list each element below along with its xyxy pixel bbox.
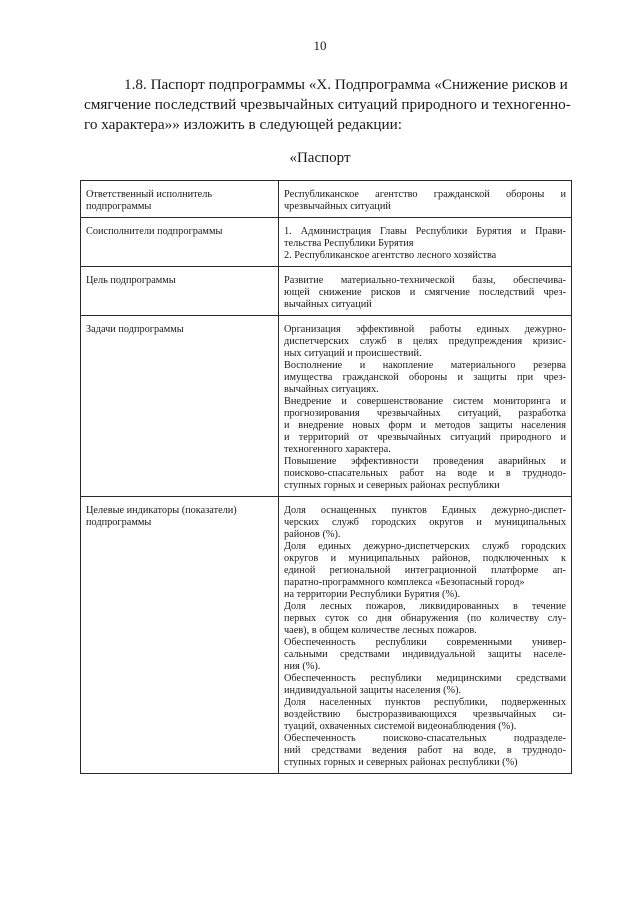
row-label-line: подпрограммы — [86, 201, 152, 212]
row-content-line: и внедрение новых форм и методов защиты населения — [284, 420, 566, 431]
row-content-line: воздействию быстроразвивающихся чрезвычайных си- — [284, 709, 566, 720]
row-content-line: Развитие материально-технической базы, обеспечива- — [284, 275, 566, 286]
row-content-line: Организация эффективной работы единых дежурно- — [284, 324, 566, 335]
row-content-line: Восполнение и накопление материального резерва — [284, 360, 566, 371]
tasks-row — [81, 316, 572, 497]
row-label-cell — [81, 497, 279, 774]
row-label-line: Соисполнители подпрограммы — [86, 226, 223, 237]
intro-paragraph — [84, 75, 571, 135]
row-label-line: Ответственный исполнитель — [86, 189, 213, 200]
row-content-line: ний средствами ведения работ на воде, в труднодо- — [284, 745, 566, 756]
row-content-cell — [279, 218, 572, 267]
row-content-line: ния (%). — [284, 661, 321, 672]
row-content-cell — [279, 316, 572, 497]
page-number: 10 — [313, 38, 327, 53]
passport-title: «Паспорт — [289, 150, 351, 166]
row-content-line: индивидуальной защиты населения (%). — [284, 685, 462, 696]
row-content-line: Республиканское агентство гражданской обороны и — [284, 189, 566, 200]
row-content-line: Доля населенных пунктов республики, подверженных — [284, 697, 566, 708]
intro-line: 1.8. Паспорт подпрограммы «X. Подпрограмма «Снижение рисков и — [124, 76, 568, 93]
responsible-executor-row — [81, 181, 572, 218]
row-content-line: чаев), в общем количестве лесных пожаров. — [284, 625, 477, 636]
row-label-line: Целевые индикаторы (показатели) — [86, 505, 237, 516]
row-content-cell — [279, 497, 572, 774]
row-content-line: техногенного характера. — [284, 444, 391, 455]
target-indicators-row — [81, 497, 572, 774]
passport-table — [80, 180, 572, 774]
row-content-line: паратно-программного комплекса «Безопасный город» — [284, 577, 525, 588]
row-content-line: имущества гражданской обороны и защиты при чрез- — [284, 372, 566, 383]
row-content-line: 1. Администрация Главы Республики Бурятия и Прави- — [284, 226, 566, 237]
row-label-line: подпрограммы — [86, 517, 152, 528]
row-content-line: тельства Республики Бурятия — [284, 238, 414, 249]
row-label-cell — [81, 267, 279, 316]
row-content-line: вычайных ситуаций — [284, 299, 372, 310]
row-content-line: округов и муниципальных районов, подключенных к — [284, 553, 566, 564]
intro-line: го характера»» изложить в следующей редакции: — [84, 116, 402, 133]
row-content-line: ных ситуаций и происшествий. — [284, 348, 422, 359]
row-content-line: ющей снижение рисков и смягчение последствий чрез- — [284, 287, 566, 298]
row-content-line: ступных горных и северных районах республики — [284, 480, 500, 491]
row-content-line: первых суток со дня обнаружения (по количеству слу- — [284, 613, 566, 624]
row-label-line: Цель подпрограммы — [86, 275, 176, 286]
row-content-line: 2. Республиканское агентство лесного хозяйства — [284, 250, 497, 261]
row-label-cell — [81, 316, 279, 497]
row-content-line: единой региональной интеграционной платформе ап- — [284, 565, 566, 576]
row-content-line: черских служб городских округов и муниципальных — [284, 517, 566, 528]
row-content-line: на территории Республики Бурятия (%). — [284, 589, 461, 600]
row-content-line: ступных горных и северных районах республики (%) — [284, 757, 518, 768]
row-content-cell — [279, 181, 572, 218]
row-content-line: Доля оснащенных пунктов Единых дежурно-диспет- — [284, 505, 566, 516]
row-content-line: Доля лесных пожаров, ликвидированных в течение — [284, 601, 566, 612]
row-content-cell — [279, 267, 572, 316]
row-content-line: диспетчерских служб в целях предупреждения кризис- — [284, 336, 566, 347]
row-content-line: Доля единых дежурно-диспетчерских служб городских — [284, 541, 566, 552]
row-content-line: туаций, охваченных системой видеонаблюдения (%). — [284, 721, 517, 732]
row-content-line: и территорий от чрезвычайных ситуаций природного и — [284, 432, 566, 443]
intro-line: смягчение последствий чрезвычайных ситуаций природного и техногенно- — [84, 96, 571, 113]
row-content-line: Обеспеченность республики современными универ- — [284, 637, 566, 648]
row-content-line: Обеспеченность поисково-спасательных подразделе- — [284, 733, 566, 744]
row-content-line: чрезвычайных ситуаций — [284, 201, 391, 212]
row-content-line: сальными средствами индивидуальной защиты населе- — [284, 649, 566, 660]
row-content-line: районов (%). — [284, 529, 341, 540]
row-content-line: прогнозирования чрезвычайных ситуаций, разработка — [284, 408, 566, 419]
row-content-line: поисково-спасательных работ на воде и в труднодо- — [284, 468, 566, 479]
co-executors-row — [81, 218, 572, 267]
row-content-line: Повышение эффективности проведения аварийных и — [284, 456, 566, 467]
row-content-line: вычайных ситуациях. — [284, 384, 379, 395]
row-content-line: Внедрение и совершенствование систем мониторинга и — [284, 396, 566, 407]
row-label-line: Задачи подпрограммы — [86, 324, 184, 335]
row-content-line: Обеспеченность республики медицинскими средствами — [284, 673, 566, 684]
goal-row — [81, 267, 572, 316]
row-label-cell — [81, 181, 279, 218]
row-label-cell — [81, 218, 279, 267]
